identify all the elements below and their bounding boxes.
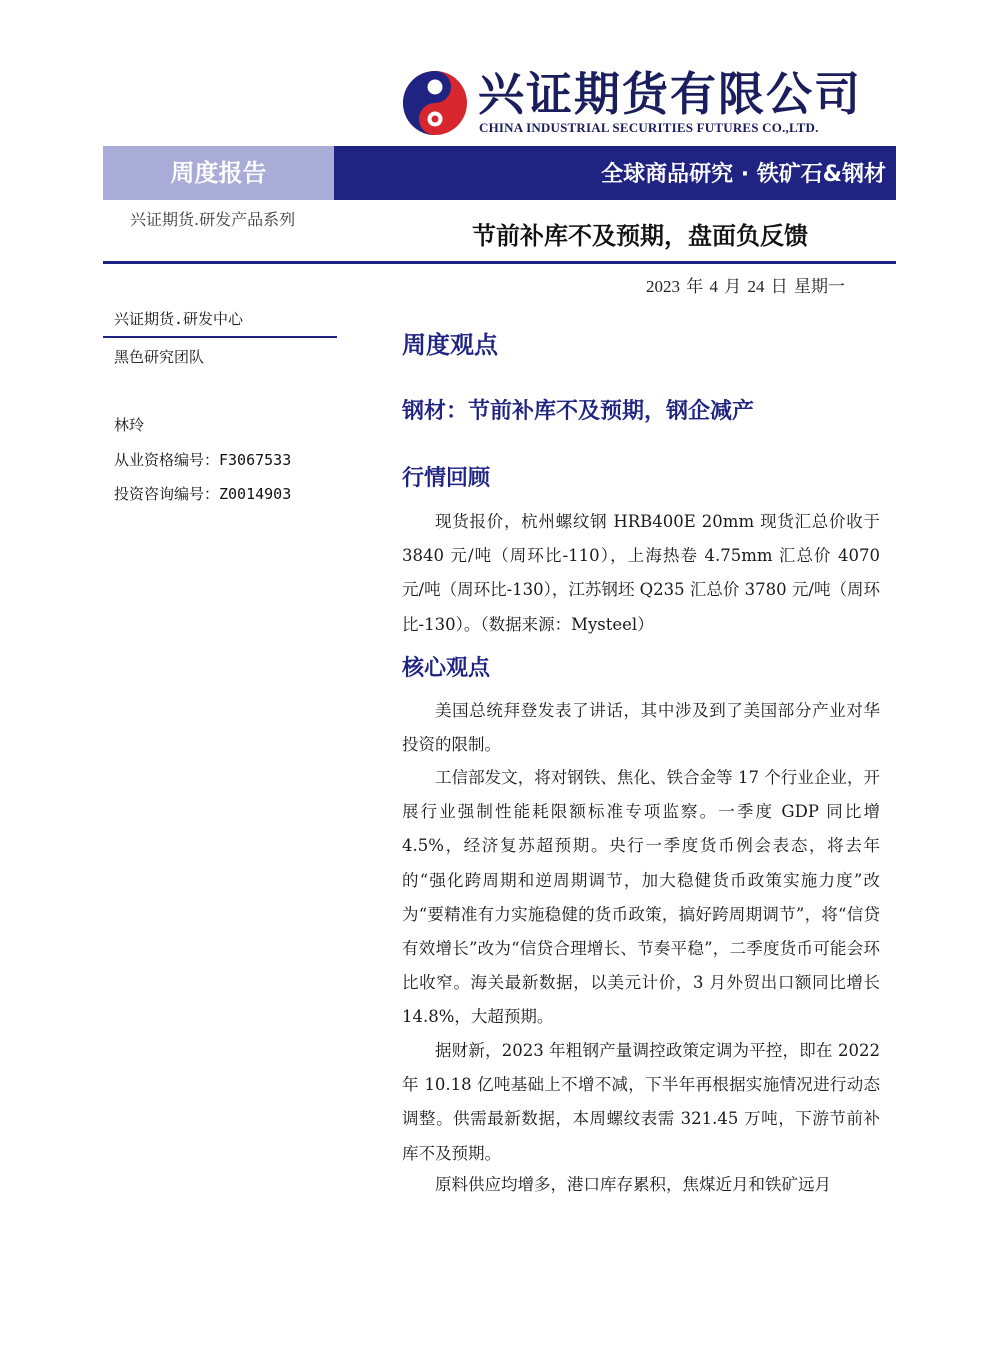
paragraph-core-3: 据财新，2023 年粗钢产量调控政策定调为平控，即在 2022 年 10.18 亿吨基础上不增不减，下半年再根据实施情况进行动态调整。供需最新数据，本周螺纹表需 321.45 万吨，下游节前补库不及预期。 bbox=[402, 1041, 880, 1163]
sidebar-dept: 兴证期货.研发中心 bbox=[114, 310, 244, 328]
analyst-license-1: 从业资格编号：F3067533 bbox=[114, 451, 292, 469]
report-headline: 节前补库不及预期，盘面负反馈 bbox=[472, 222, 808, 250]
paragraph-market-review: 现货报价，杭州螺纹钢 HRB400E 20mm 现货汇总价收于 3840 元/吨（周环比-110），上海热卷 4.75mm 汇总价 4070 元/吨（周环比-130），江苏钢坯 Q235 汇总价 3780 元/吨（周环比-130）。（数据来源：Mysteel） bbox=[402, 512, 880, 634]
analyst-name: 林玲 bbox=[114, 416, 145, 434]
sidebar-divider bbox=[103, 336, 337, 338]
section-heading-core-view: 核心观点 bbox=[402, 656, 491, 681]
sidebar-team: 黑色研究团队 bbox=[114, 348, 205, 366]
paragraph-core-2: 工信部发文，将对钢铁、焦化、铁合金等 17 个行业企业，开展行业强制性能耗限额标准专项监察。一季度 GDP 同比增 4.5%，经济复苏超预期。央行一季度货币例会表态，将去年的“强化跨周期和逆周期调节，加大稳健货币政策实施力度”改为“要精准有力实施稳健的货币政策，搞好跨周期调节”，将“信贷有效增长”改为“信贷合理增长、节奏平稳”，二季度货币可能会环比收窄。海关最新数据，以美元计价，3 月外贸出口额同比增长 14.8%，大超预期。 bbox=[402, 768, 880, 1027]
analyst-license-2: 投资咨询编号：Z0014903 bbox=[114, 485, 292, 503]
section-heading-weekly-view: 周度观点 bbox=[402, 331, 498, 359]
company-name-en: CHINA INDUSTRIAL SECURITIES FUTURES CO.,LTD. bbox=[479, 120, 819, 135]
category-banner bbox=[334, 146, 896, 200]
report-date: 2023 年 4 月 24 日 星期一 bbox=[646, 277, 845, 296]
section-heading-review: 行情回顾 bbox=[402, 466, 491, 491]
paragraph-core-4: 原料供应均增多，港口库存累积，焦煤近月和铁矿远月 bbox=[435, 1175, 831, 1194]
paragraph-core-1: 美国总统拜登发表了讲话，其中涉及到了美国部分产业对华投资的限制。 bbox=[402, 701, 880, 755]
header-divider bbox=[103, 261, 896, 264]
section-heading-steel: 钢材：节前补库不及预期，钢企减产 bbox=[402, 399, 755, 424]
company-name-cn: 兴证期货有限公司 bbox=[478, 67, 862, 121]
category-label: 全球商品研究 · 铁矿石&钢材 bbox=[601, 162, 886, 187]
report-type-banner bbox=[103, 146, 334, 200]
report-type-label: 周度报告 bbox=[170, 159, 267, 187]
company-logo-icon bbox=[402, 70, 468, 136]
product-series: 兴证期货.研发产品系列 bbox=[130, 210, 296, 229]
